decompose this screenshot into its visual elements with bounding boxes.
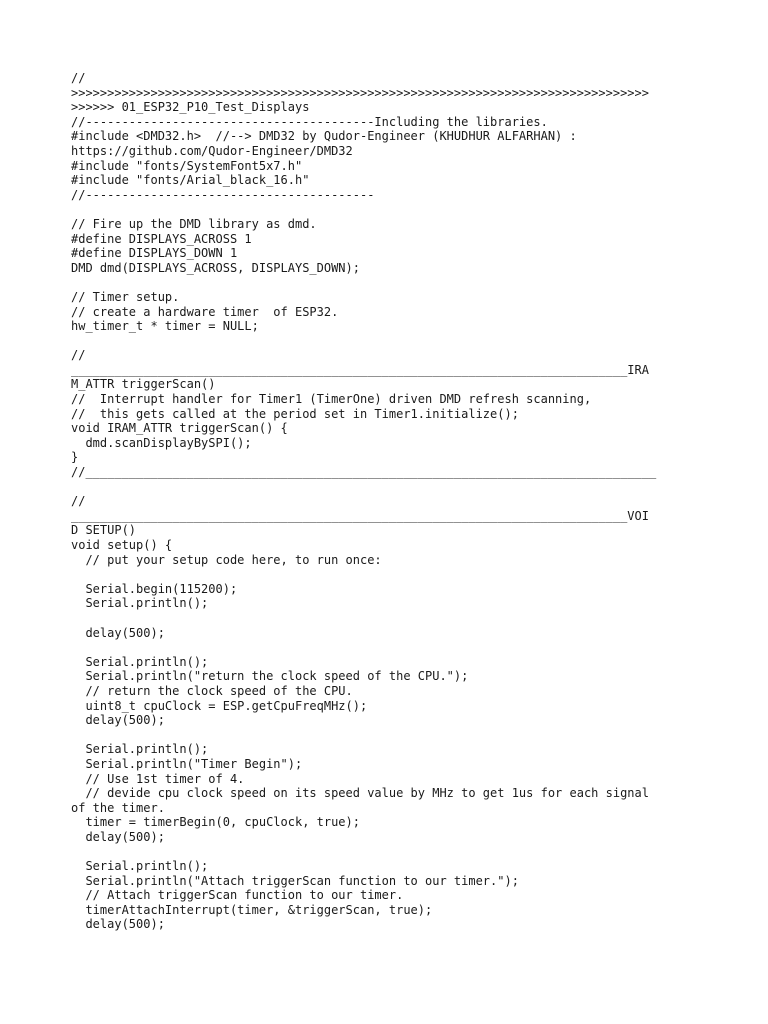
- code-listing: [71, 71, 711, 932]
- code-line: M_ATTR triggerScan(): [71, 377, 216, 392]
- code-line: //----------------------------------------Including the libraries.: [71, 114, 548, 129]
- code-line: [71, 334, 711, 349]
- code-line: Serial.println();: [71, 859, 209, 874]
- code-line: dmd.scanDisplayBySPI();: [71, 435, 252, 450]
- code-line: delay(500);: [71, 625, 165, 640]
- code-line: // put your setup code here, to run once:: [71, 552, 382, 567]
- code-line: uint8_t cpuClock = ESP.getCpuFreqMHz();: [71, 698, 368, 713]
- code-line: #define DISPLAYS_DOWN 1: [71, 246, 238, 261]
- code-line: [71, 844, 711, 859]
- code-line: void setup() {: [71, 538, 173, 552]
- code-line: _____________________________________________________________________________IRA: [71, 362, 649, 377]
- code-line: Serial.println();: [71, 654, 209, 669]
- code-line: //_______________________________________________________________________________: [71, 465, 657, 480]
- code-line: Serial.println("Timer Begin");: [71, 756, 303, 771]
- code-line: [71, 640, 711, 655]
- code-line: #define DISPLAYS_ACROSS 1: [71, 231, 252, 246]
- code-line: // Interrupt handler for Timer1 (TimerOne) driven DMD refresh scanning,: [71, 392, 592, 407]
- code-line: // Fire up the DMD library as dmd.: [71, 216, 317, 231]
- code-line: // devide cpu clock speed on its speed value by MHz to get 1us for each signal: [71, 786, 649, 801]
- code-line: // this gets called at the period set in Timer1.initialize();: [71, 406, 519, 421]
- code-line: delay(500);: [71, 829, 165, 844]
- code-line: #include <DMD32.h> //--> DMD32 by Qudor-Engineer (KHUDHUR ALFARHAN) :: [71, 129, 577, 144]
- code-line: void IRAM_ATTR triggerScan() {: [71, 421, 288, 436]
- code-line: delay(500);: [71, 713, 165, 728]
- code-line: Serial.begin(115200);: [71, 581, 238, 596]
- code-line: Serial.println();: [71, 596, 209, 611]
- code-line: Serial.println("return the clock speed of the CPU.");: [71, 669, 469, 684]
- code-line: [71, 480, 711, 495]
- code-line: [71, 275, 711, 290]
- code-line: Serial.println();: [71, 742, 209, 757]
- code-line: of the timer.: [71, 800, 165, 815]
- code-line: D SETUP(): [71, 523, 137, 538]
- code-line: https://github.com/Qudor-Engineer/DMD32: [71, 143, 353, 158]
- code-line: [71, 728, 711, 743]
- code-line: timerAttachInterrupt(timer, &triggerScan, true);: [71, 902, 433, 917]
- code-line: #include "fonts/SystemFont5x7.h": [71, 158, 303, 173]
- code-line: delay(500);: [71, 917, 165, 932]
- code-line: // return the clock speed of the CPU.: [71, 683, 353, 698]
- code-line: _____________________________________________________________________________VOI: [71, 508, 649, 523]
- code-line: #include "fonts/Arial_black_16.h": [71, 173, 310, 188]
- code-line: hw_timer_t * timer = NULL;: [71, 319, 259, 334]
- code-line: timer = timerBegin(0, cpuClock, true);: [71, 815, 360, 830]
- code-line: >>>>>>>>>>>>>>>>>>>>>>>>>>>>>>>>>>>>>>>>>>>>>>>>>>>>>>>>>>>>>>>>>>>>>>>>>>>>>>>>: [71, 85, 649, 100]
- code-line: //----------------------------------------: [71, 187, 375, 202]
- code-line: // Attach triggerScan function to our timer.: [71, 888, 404, 903]
- code-line: [71, 202, 711, 217]
- code-line: //: [71, 348, 86, 363]
- code-line: //: [71, 71, 86, 85]
- code-line: }: [71, 450, 79, 465]
- code-line: >>>>>> 01_ESP32_P10_Test_Displays: [71, 100, 310, 115]
- code-line: // Use 1st timer of 4.: [71, 771, 245, 786]
- code-line: Serial.println("Attach triggerScan function to our timer.");: [71, 873, 519, 888]
- code-line: // create a hardware timer of ESP32.: [71, 304, 339, 319]
- code-line: [71, 611, 711, 626]
- code-line: [71, 567, 711, 582]
- code-line: DMD dmd(DISPLAYS_ACROSS, DISPLAYS_DOWN);: [71, 260, 360, 275]
- code-line: // Timer setup.: [71, 289, 180, 304]
- code-line: //: [71, 494, 86, 509]
